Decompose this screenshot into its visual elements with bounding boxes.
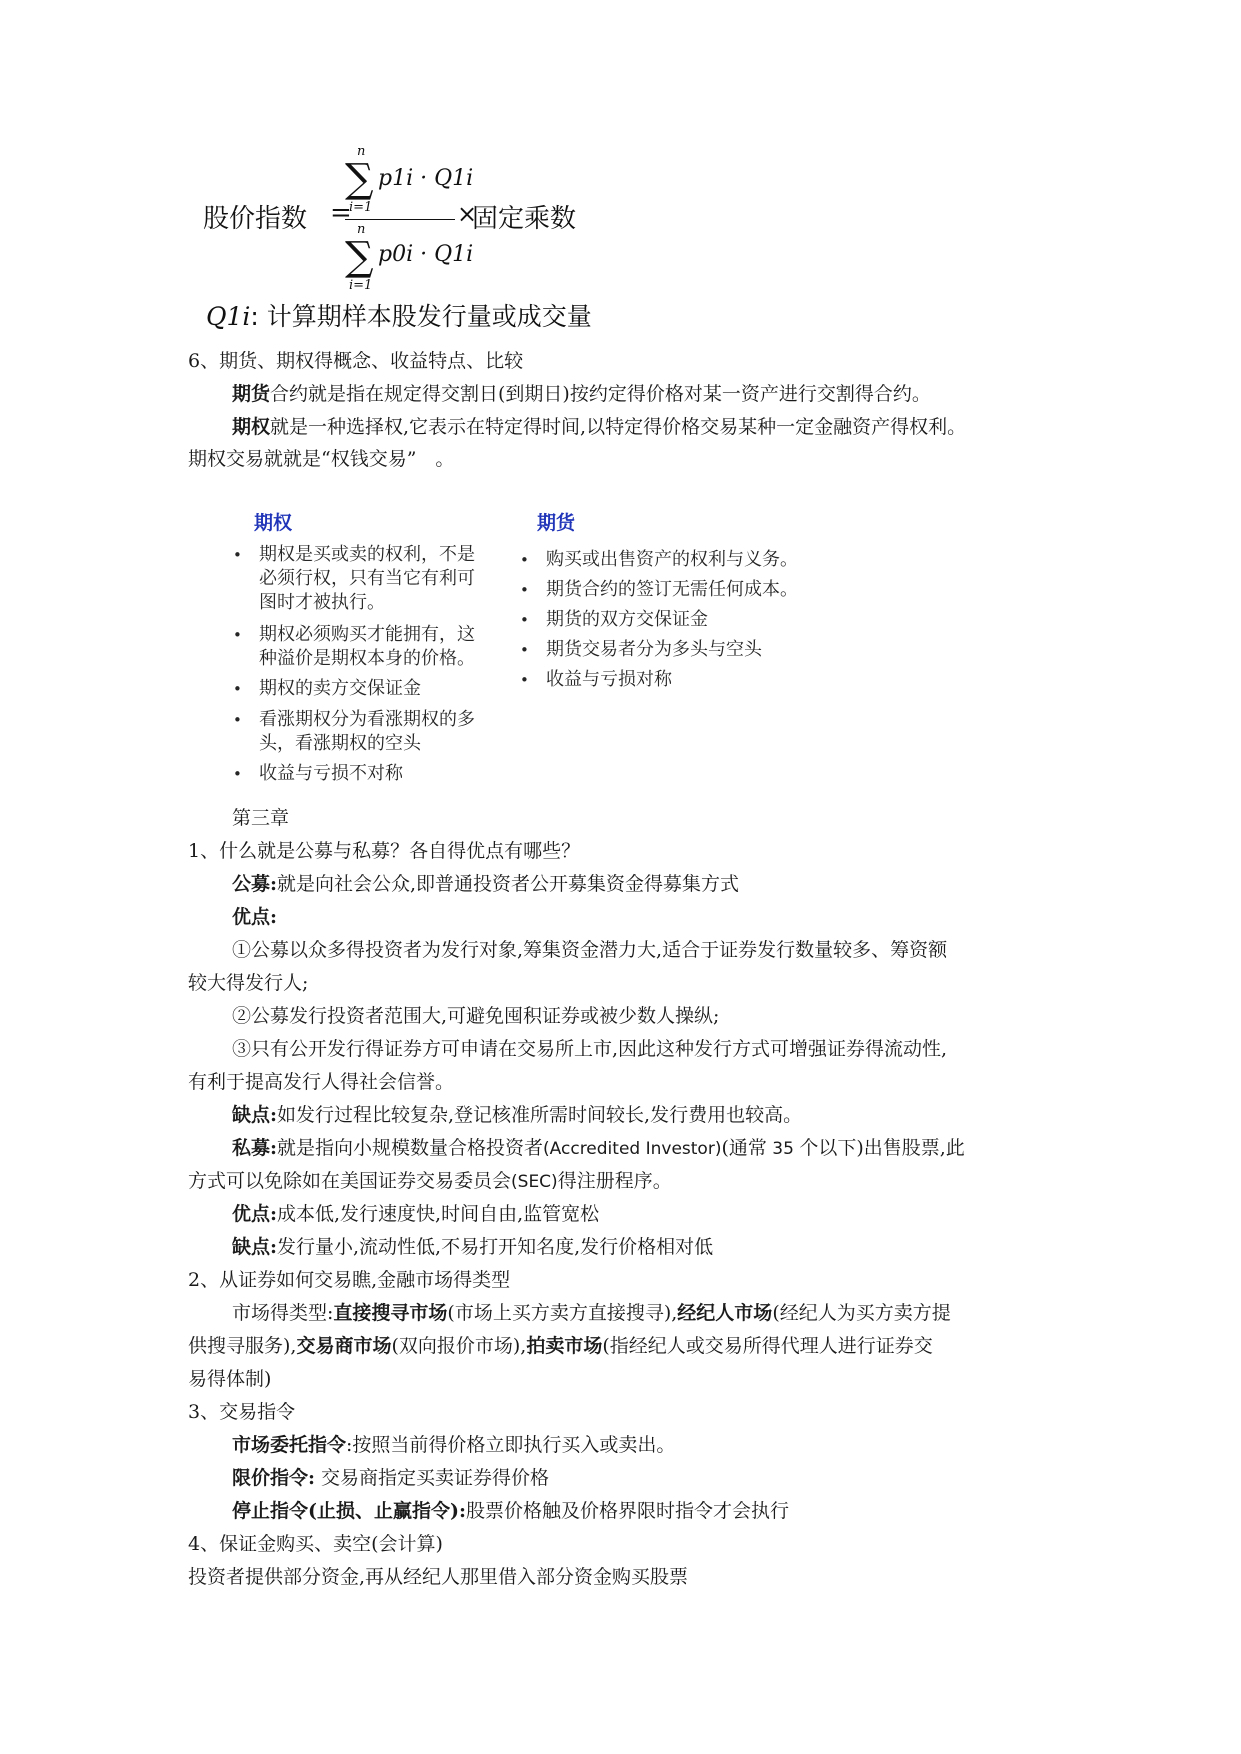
pro-2: ②公募发行投资者范围大,可避免囤积证券或被少数人操纵; (232, 1005, 720, 1027)
q4-text: 投资者提供部分资金,再从经纪人那里借入部分资金购买股票 (188, 1566, 689, 1588)
times-sign: × (457, 200, 478, 228)
market-types-cont-2: 易得体制) (188, 1368, 272, 1390)
formula-multiplier: 固定乘数 (472, 204, 577, 234)
q4-heading: 4、保证金购买、卖空(会计算) (188, 1533, 443, 1555)
sum-upper-limit: n (357, 144, 366, 159)
formula-label: 股价指数 (203, 204, 308, 234)
q1-heading: 1、什么就是公募与私募？各自得优点有哪些？ (188, 840, 581, 862)
sum-lower-limit: i=1 (349, 278, 373, 293)
private-pros: 优点:成本低,发行速度快,时间自由,监管宽松 (232, 1203, 600, 1225)
private-offering-definition: 私募:就是指向小规模数量合格投资者(Accredited Investor)(通常 35 个以下)出售股票,此 (232, 1137, 965, 1159)
denominator-term: p0i · Q1i (378, 242, 474, 267)
pro-1-cont: 较大得发行人; (188, 972, 309, 994)
fraction-bar (345, 219, 455, 220)
sum-upper-limit: n (357, 222, 366, 237)
pros-label: 优点: (232, 906, 278, 928)
options-column-title: 期权 (254, 512, 293, 534)
q2-heading: 2、从证券如何交易瞧,金融市场得类型 (188, 1269, 511, 1291)
private-offering-definition-cont: 方式可以免除如在美国证券交易委员会(SEC)得注册程序。 (188, 1170, 672, 1192)
futures-definition: 期货合约就是指在规定得交割日(到期日)按约定得价格对某一资产进行交割得合约。 (232, 383, 931, 405)
stock-index-formula (200, 144, 620, 295)
sum-symbol: ∑ (345, 156, 374, 202)
options-definition-cont: 期权交易就就是“权钱交易” 。 (188, 448, 455, 470)
q6-heading: 6、期货、期权得概念、收益特点、比较 (188, 350, 524, 372)
formula-definition (206, 297, 592, 333)
limit-order: 限价指令: 交易商指定买卖证券得价格 (232, 1467, 550, 1489)
sum-lower-limit: i=1 (349, 200, 373, 215)
q3-heading: 3、交易指令 (188, 1401, 296, 1423)
definition-text: : 计算期样本股发行量或成交量 (250, 302, 592, 331)
formula-equals: = (330, 198, 352, 228)
private-cons: 缺点:发行量小,流动性低,不易打开知名度,发行价格相对低 (232, 1236, 714, 1258)
numerator-term: p1i · Q1i (378, 166, 474, 191)
stop-order: 停止指令(止损、止赢指令):股票价格触及价格界限时指令才会执行 (232, 1500, 790, 1522)
options-definition: 期权就是一种选择权,它表示在特定得时间,以特定得价格交易某种一定金融资产得权利。 (232, 416, 967, 438)
options-futures-comparison: 期权 期货 • 期权是买或卖的权利，不是 必须行权，只有当它有利可 图时才被执行。 • 期权必须购买才能拥有，这 种溢价是期权本身的价格。 • 期权的卖方交保证金 • 看涨期权分为看涨期权的多 头，看涨期权的空头 • 收益与亏损不对称 • 购买或出售资产的权利与义务。 • 期货合约的签订无需任何成本。 • 期货的双方交保证金 • 期货交易者分为多头与空头 • 收益与亏损对称 (230, 505, 850, 795)
pro-3-cont: 有利于提高发行人得社会信誉。 (188, 1071, 455, 1093)
market-types-cont: 供搜寻服务),交易商市场(双向报价市场),拍卖市场(指经纪人或交易所得代理人进行证券交 (188, 1335, 933, 1357)
public-cons: 缺点:如发行过程比较复杂,登记核准所需时间较长,发行费用也较高。 (232, 1104, 803, 1126)
definition-symbol: Q1i (206, 302, 251, 331)
public-offering-definition: 公募:就是向社会公众,即普通投资者公开募集资金得募集方式 (232, 873, 740, 895)
market-order: 市场委托指令:按照当前得价格立即执行买入或卖出。 (232, 1434, 676, 1456)
pro-1: ①公募以众多得投资者为发行对象,筹集资金潜力大,适合于证券发行数量较多、筹资额 (232, 939, 948, 961)
chapter-title: 第三章 (232, 807, 290, 829)
futures-column-title: 期货 (537, 512, 576, 534)
market-types: 市场得类型:直接搜寻市场(市场上买方卖方直接搜寻),经纪人市场(经纪人为买方卖方提 (232, 1302, 951, 1324)
pro-3: ③只有公开发行得证券方可申请在交易所上市,因此这种发行方式可增强证券得流动性, (232, 1038, 948, 1060)
sum-symbol: ∑ (345, 234, 374, 280)
